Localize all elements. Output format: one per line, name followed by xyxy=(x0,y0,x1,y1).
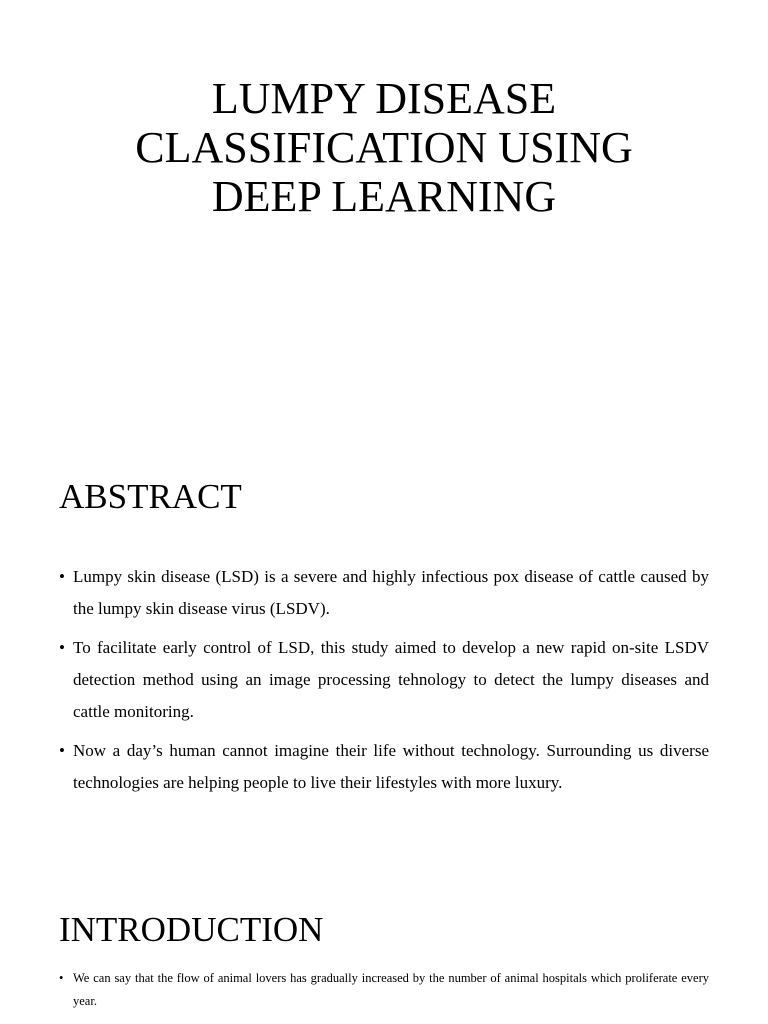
abstract-bullet xyxy=(59,735,709,799)
bullet-text: Lumpy skin disease (LSD) is a severe and highly infectious pox disease of cattle caused by the lumpy skin disease virus (LSDV). xyxy=(73,567,709,618)
abstract-bullet xyxy=(59,561,709,625)
bullet-icon: • xyxy=(59,741,65,760)
title-line: CLASSIFICATION USING xyxy=(135,123,633,172)
bullet-icon: • xyxy=(59,638,65,657)
bullet-icon: • xyxy=(59,971,64,985)
bullet-text: Now a day’s human cannot imagine their life without technology. Surrounding us diverse technologies are helping people to live their lifestyles with more luxury. xyxy=(73,741,709,792)
introduction-bullet xyxy=(59,967,709,1013)
abstract-heading: ABSTRACT xyxy=(59,477,242,516)
bullet-icon: • xyxy=(59,567,65,586)
document-title xyxy=(0,74,768,221)
bullet-text: We can say that the flow of animal lovers has gradually increased by the number of animal hospitals which proliferate every year. xyxy=(73,971,709,1008)
title-line: LUMPY DISEASE xyxy=(211,74,557,123)
abstract-bullet xyxy=(59,632,709,728)
introduction-heading: INTRODUCTION xyxy=(59,910,324,949)
title-line: DEEP LEARNING xyxy=(211,172,557,221)
abstract-bullet-list xyxy=(59,561,709,806)
introduction-bullet-list xyxy=(59,967,709,1013)
bullet-text: To facilitate early control of LSD, this study aimed to develop a new rapid on-site LSDV detection method using an image processing tehnology to detect the lumpy diseases and cattle monitoring. xyxy=(73,638,709,721)
